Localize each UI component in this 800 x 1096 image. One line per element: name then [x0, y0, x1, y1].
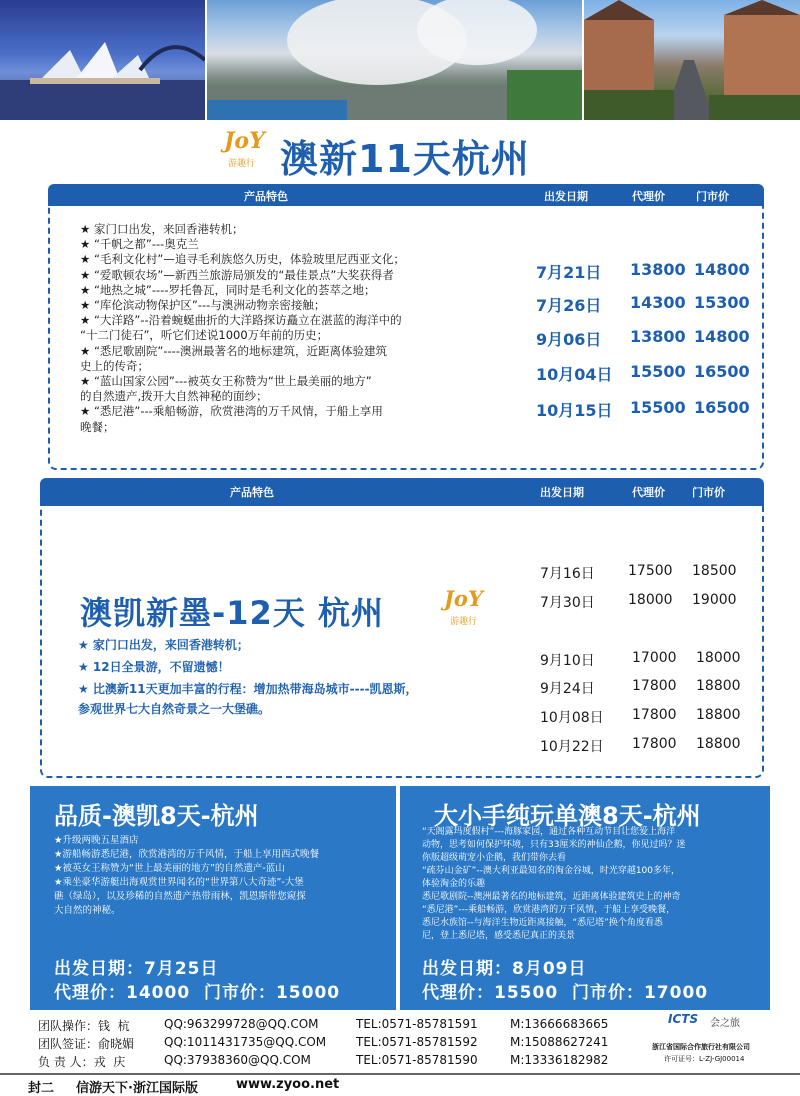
- panel2-head-date: 出发日期: [540, 486, 584, 499]
- promo-right: [400, 786, 770, 1010]
- page-title: 澳新11天杭州: [280, 137, 530, 181]
- panel2-features: [78, 634, 498, 720]
- promo-line: 尼，登上悉尼塔，感受悉尼真正的美景: [422, 931, 576, 941]
- p1-row-market: 14800: [694, 327, 750, 346]
- promo-line: 悉尼水族馆--与海洋生物近距离接触，“悉尼塔”换个角度看悉: [422, 918, 663, 928]
- opera-house-illustration: [0, 0, 205, 120]
- p2-row-market: 18800: [696, 736, 741, 752]
- p2-row-date: 7月16日: [540, 566, 595, 582]
- p1-row-agent: 15500: [630, 362, 686, 381]
- geyser-illustration: [207, 0, 582, 120]
- photo-sydney-opera-house: [0, 0, 205, 120]
- panel2-head-agent: 代理价: [632, 486, 665, 499]
- contact-tel: TEL:0571-85781591: [356, 1017, 478, 1031]
- panel1-features: [80, 222, 510, 435]
- p2-row-agent: 17800: [632, 736, 677, 752]
- photo-geyser: [207, 0, 582, 120]
- contact-role: 团队签证：俞晓媚: [38, 1037, 135, 1051]
- company-license: 许可证号：L-ZJ-GJ00014: [664, 1055, 745, 1063]
- feature-line: ★ 比澳新11天更加丰富的行程：增加热带海岛城市----凯恩斯，: [78, 682, 418, 696]
- footer-page: 封二: [28, 1081, 55, 1096]
- icts-logo: ICTS: [668, 1012, 699, 1026]
- promo-line: 动物，思考如何保护环境，只有33厘米的神仙企鹅，你见过吗？迷: [422, 840, 686, 850]
- logo-text: JoY: [444, 586, 483, 611]
- feature-line: 参观世界七大自然奇景之一大堡礁。: [78, 702, 271, 716]
- feature-line: ★ “地热之城”----罗托鲁瓦，同时是毛利文化的荟萃之地；: [80, 282, 376, 297]
- panel1-head-agent: 代理价: [632, 190, 665, 203]
- feature-line: ★ “千帆之都”---奥克兰: [80, 237, 199, 252]
- promo-left-price: 代理价：14000 门市价：15000: [54, 983, 341, 1003]
- logo-subtitle: 游趣行: [450, 617, 478, 627]
- feature-line: ★ 家门口出发，来回香港转机；: [78, 638, 249, 652]
- p1-row-date: 7月26日: [536, 296, 602, 315]
- p2-row-date: 9月10日: [540, 653, 595, 669]
- contact-mobile: M:15088627241: [510, 1035, 609, 1049]
- p1-row-agent: 14300: [630, 293, 686, 312]
- p2-row-agent: 17800: [632, 678, 677, 694]
- contact-qq: QQ:1011431735@QQ.COM: [164, 1035, 327, 1049]
- p2-row-market: 18800: [696, 678, 741, 694]
- street-illustration: [584, 0, 800, 120]
- p2-row-date: 7月30日: [540, 595, 595, 611]
- p1-row-date: 10月15日: [536, 401, 613, 420]
- promo-line: ★乘坐豪华游艇出海观赏世界闻名的“世界第八大奇迹”-大堡: [54, 877, 304, 888]
- promo-line: 体验淘金的乐趣: [422, 879, 486, 889]
- p1-row-date: 7月21日: [536, 263, 602, 282]
- p1-row-market: 16500: [694, 398, 750, 417]
- promo-line: ★游船畅游悉尼港，欣赏港湾的万千风情，于船上享用西式晚餐: [54, 849, 320, 860]
- feature-line: ★ “库伦滨动物保护区”---与澳洲动物亲密接触；: [80, 298, 326, 313]
- panel1-head-feature: 产品特色: [244, 190, 288, 203]
- promo-right-text: [422, 826, 767, 943]
- p1-row-market: 15300: [694, 293, 750, 312]
- feature-line: ★ 12日全景游，不留遗憾！: [78, 660, 230, 674]
- promo-line: “疏芬山金矿”--澳大利亚最知名的淘金谷城，时光穿越100多年，: [422, 866, 681, 876]
- contact-qq: QQ:963299728@QQ.COM: [164, 1017, 319, 1031]
- panel1-header: [48, 184, 764, 206]
- p1-row-agent: 13800: [630, 260, 686, 279]
- promo-left: [30, 786, 396, 1010]
- company-logo: [650, 1012, 770, 1070]
- feature-line: ★ “蓝山国家公园”---被英女王称赞为“世上最美丽的地方”: [80, 374, 372, 389]
- joy-logo: [218, 126, 274, 174]
- feature-line: ★ “悉尼歌剧院”----澳洲最著名的地标建筑，近距离体验建筑: [80, 343, 387, 358]
- promo-left-date: 出发日期：7月25日: [54, 959, 219, 979]
- p2-row-agent: 17800: [632, 707, 677, 723]
- contact-mobile: M:13666683665: [510, 1017, 609, 1031]
- p2-row-agent: 17000: [632, 650, 677, 666]
- p1-row-date: 9月06日: [536, 330, 602, 349]
- contact-mobile: M:13336182982: [510, 1053, 609, 1067]
- feature-line: “十二门徒石”，听它们述说1000万年前的历史；: [80, 328, 329, 343]
- p1-row-agent: 15500: [630, 398, 686, 417]
- p2-row-date: 10月22日: [540, 739, 604, 755]
- feature-line: 晚餐；: [80, 419, 115, 434]
- p2-row-date: 10月08日: [540, 710, 604, 726]
- p2-row-market: 19000: [692, 592, 737, 608]
- promo-line: 大自然的神秘。: [54, 905, 121, 916]
- p2-row-market: 18800: [696, 707, 741, 723]
- feature-line: 史上的传奇；: [80, 358, 149, 373]
- footer-text: 信游天下·浙江国际版: [76, 1081, 198, 1096]
- promo-line: 你版超级萌宠小企鹅，我们带你去看: [422, 853, 567, 863]
- contact-role: 负 责 人：戎 庆: [38, 1055, 126, 1069]
- p1-row-agent: 13800: [630, 327, 686, 346]
- promo-right-price: 代理价：15500 门市价：17000: [422, 983, 709, 1003]
- footer-url: www.zyoo.net: [236, 1077, 340, 1092]
- promo-line: ★被英女王称赞为“世上最美丽的地方”的自然遗产-蓝山: [54, 863, 285, 874]
- p2-row-market: 18000: [696, 650, 741, 666]
- promo-line: “天阁露玛度假村”---海豚家园，通过各种互动节目让您爱上海洋: [422, 827, 676, 837]
- feature-line: ★ “爱歌顿农场”—新西兰旅游局颁发的“最佳景点”大奖获得者: [80, 267, 394, 282]
- p2-row-agent: 17500: [628, 563, 673, 579]
- panel1-head-date: 出发日期: [544, 190, 588, 203]
- promo-line: ★升级两晚五星酒店: [54, 835, 139, 846]
- feature-line: ★ “毛利文化村”—追寻毛利族悠久历史，体验玻里尼西亚文化；: [80, 252, 405, 267]
- p2-row-date: 9月24日: [540, 681, 595, 697]
- joy-logo-2: [438, 586, 494, 632]
- promo-right-title: 大小手纯玩单澳8天-杭州: [434, 802, 701, 830]
- panel2-head-feature: 产品特色: [230, 486, 274, 499]
- p2-row-agent: 18000: [628, 592, 673, 608]
- promo-left-text: [54, 834, 389, 918]
- logo-text: JoY: [224, 128, 265, 154]
- page-footer: [0, 1073, 800, 1096]
- panel1-head-market: 门市价: [696, 190, 729, 203]
- photo-suburban-street: [584, 0, 800, 120]
- promo-right-date: 出发日期：8月09日: [422, 959, 587, 979]
- panel2-title: 澳凯新墨-12天 杭州: [80, 594, 384, 632]
- promo-line: 悉尼歌剧院--澳洲最著名的地标建筑，近距离体验建筑史上的神奇: [422, 892, 681, 902]
- feature-line: ★ 家门口出发，来回香港转机；: [80, 222, 244, 236]
- feature-line: ★ “大洋路”--沿着蜿蜒曲折的大洋路探访矗立在湛蓝的海洋中的: [80, 313, 402, 328]
- company-slogan: 会之旅: [710, 1018, 740, 1029]
- promo-line: “悉尼港”---乘船畅游，欣赏港湾的万千风情，于船上享受晚餐，: [422, 905, 676, 915]
- p1-row-date: 10月04日: [536, 365, 613, 384]
- panel2-header: [40, 478, 764, 506]
- p1-row-market: 14800: [694, 260, 750, 279]
- contact-tel: TEL:0571-85781590: [356, 1053, 478, 1067]
- promo-line: 礁（绿岛），以及珍稀的自然遗产热带雨林，凯恩斯带您窥探: [54, 891, 306, 902]
- logo-subtitle: 游趣行: [228, 159, 256, 169]
- panel2-head-market: 门市价: [692, 486, 725, 499]
- contact-tel: TEL:0571-85781592: [356, 1035, 478, 1049]
- feature-line: ★ “悉尼港”---乘船畅游，欣赏港湾的万千风情，于船上享用: [80, 404, 383, 419]
- feature-line: 的自然遗产,拨开大自然神秘的面纱；: [80, 389, 268, 404]
- p2-row-market: 18500: [692, 563, 737, 579]
- p1-row-market: 16500: [694, 362, 750, 381]
- company-name: 浙江省国际合作旅行社有限公司: [652, 1043, 750, 1051]
- promo-left-title: 品质-澳凯8天-杭州: [54, 802, 259, 830]
- contact-role: 团队操作：钱 杭: [38, 1019, 130, 1033]
- contact-qq: QQ:37938360@QQ.COM: [164, 1053, 311, 1067]
